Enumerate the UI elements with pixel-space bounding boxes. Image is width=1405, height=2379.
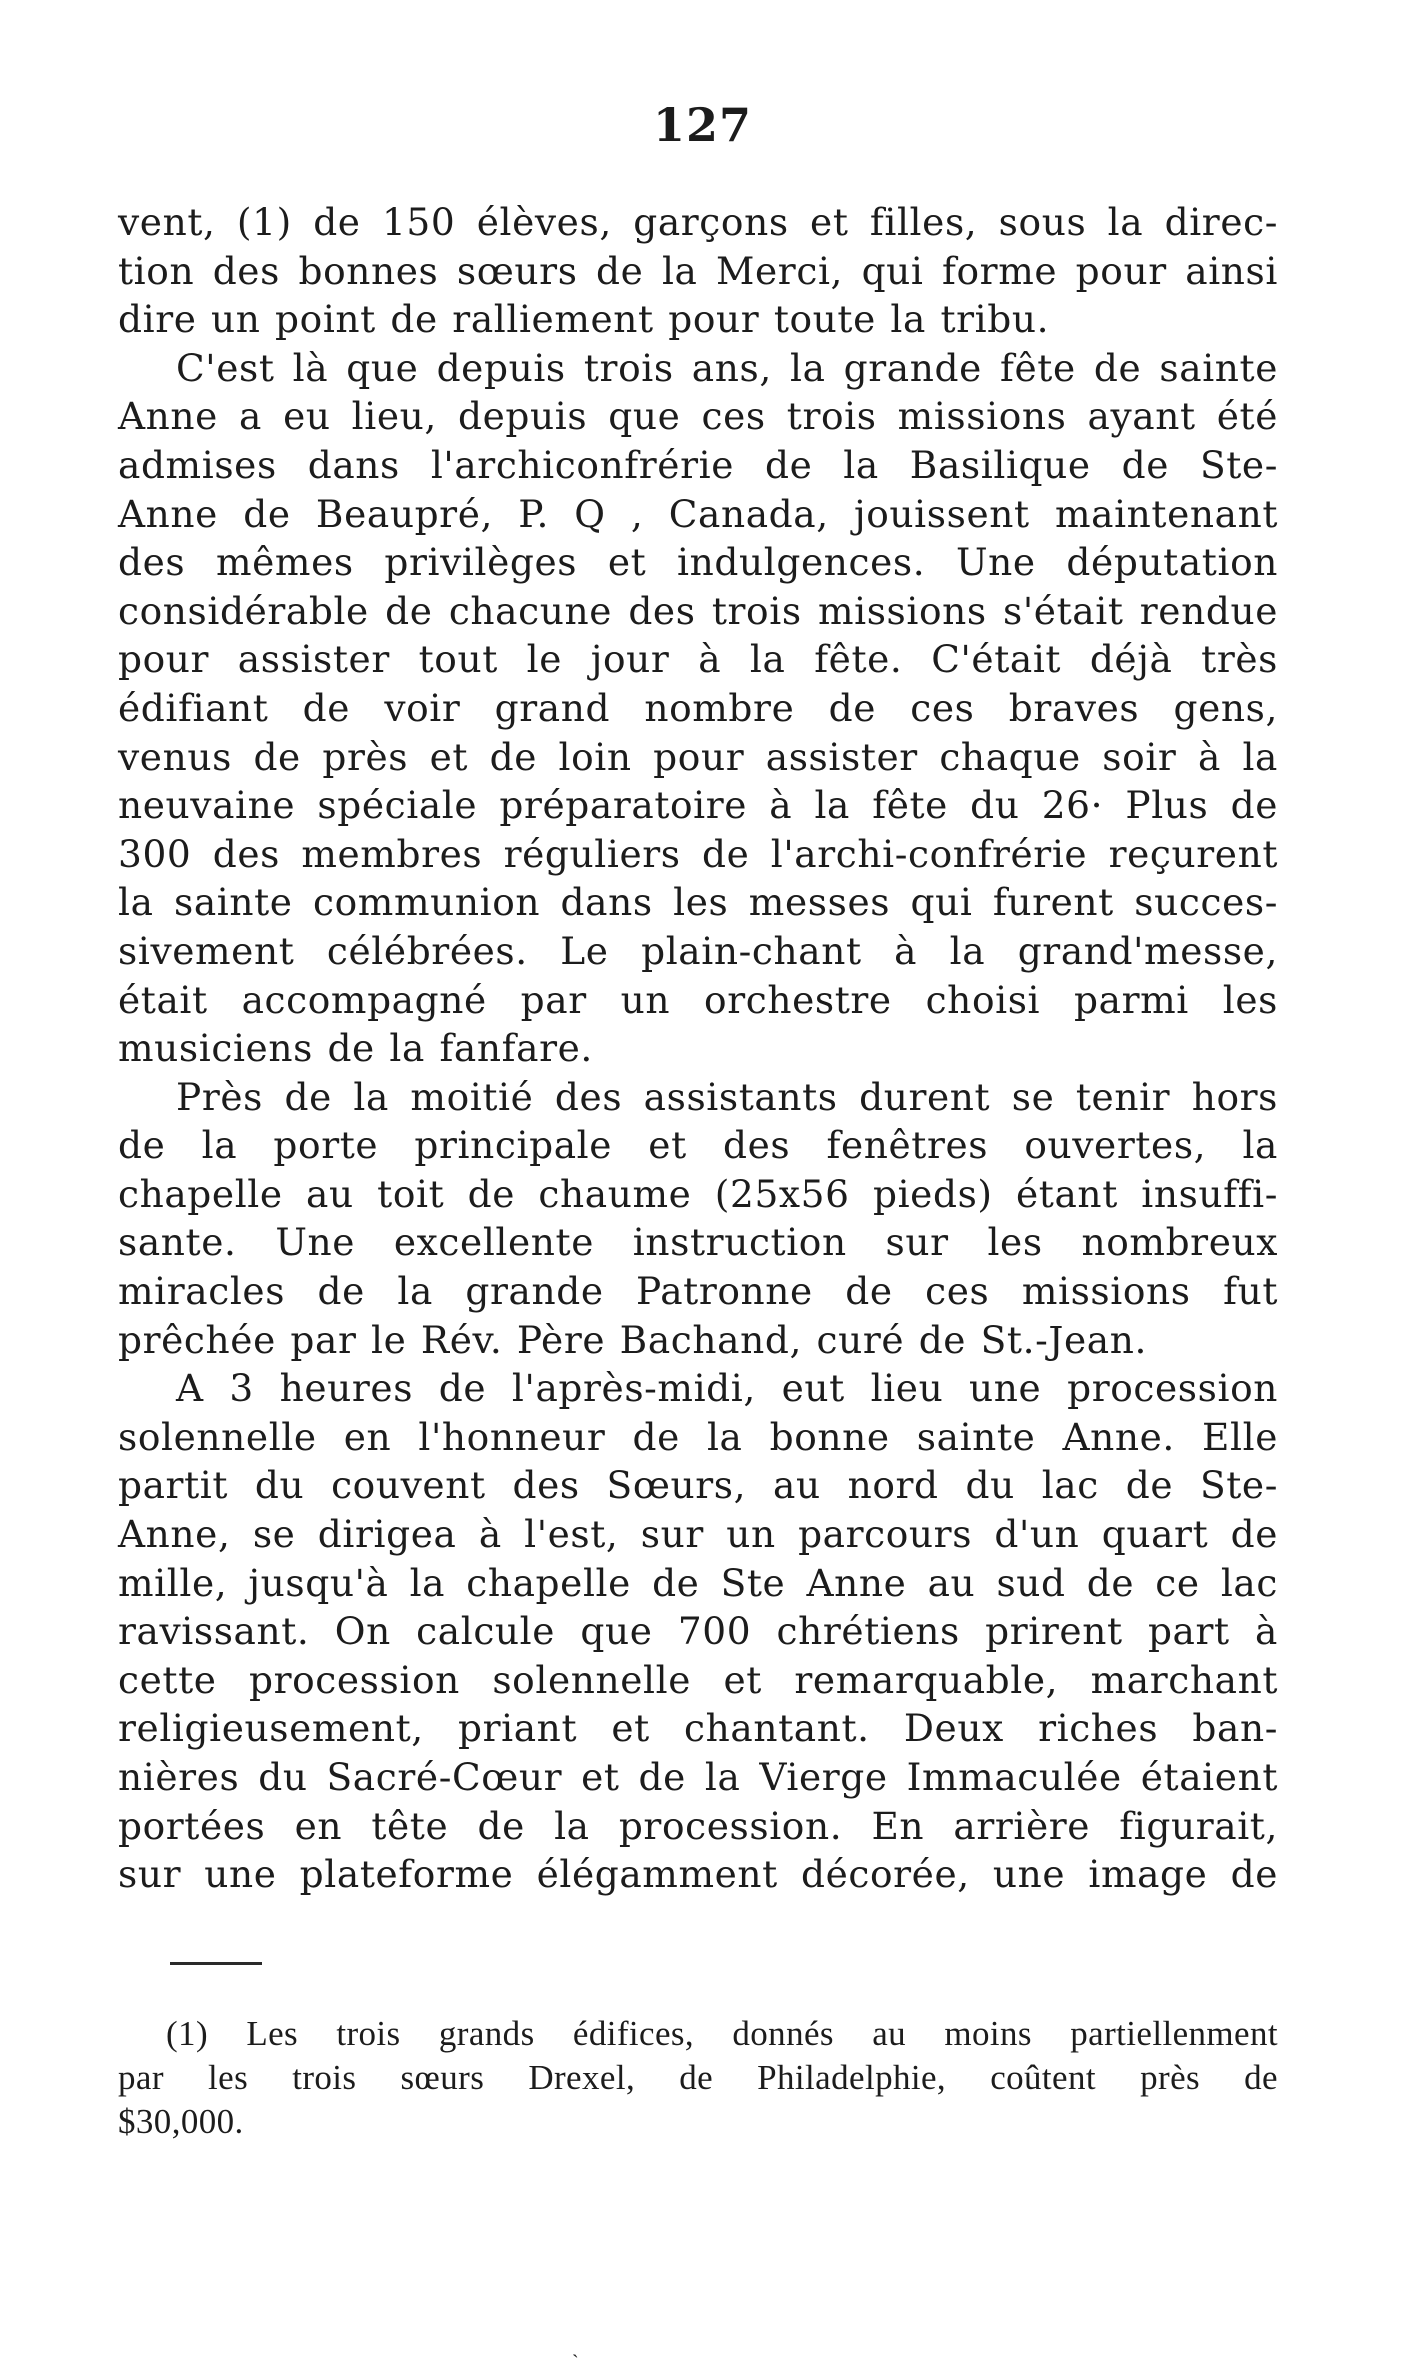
text-line: venus de près et de loin pour assister chaque soir à la — [118, 734, 1278, 779]
text-line: sur une plateforme élégamment décorée, une image de — [118, 1852, 1278, 1897]
text-line: mille, jusqu'à la chapelle de Ste Anne au sud de ce lac — [118, 1560, 1278, 1605]
text-line: nières du Sacré-Cœur et de la Vierge Immaculée étaient — [118, 1755, 1278, 1799]
text-line: religieusement, priant et chantant. Deux riches ban- — [118, 1706, 1278, 1751]
footnote — [118, 2012, 1278, 2144]
text-line: dire un point de ralliement pour toute la tribu. — [118, 297, 1050, 342]
text-line: de la porte principale et des fenêtres ouvertes, la — [118, 1123, 1278, 1168]
stray-mark: ˎ — [572, 2334, 579, 2358]
text-line: la sainte communion dans les messes qui furent succes- — [118, 880, 1278, 925]
text-line: sivement célébrées. Le plain-chant à la grand'messe, — [118, 928, 1278, 973]
text-line: sante. Une excellente instruction sur les nombreux — [118, 1220, 1278, 1265]
footnote-line: $30,000. — [118, 2102, 244, 2141]
text-line: Anne de Beaupré, P. Q , Canada, jouissent maintenant — [118, 491, 1278, 536]
text-line: Près de la moitié des assistants durent se tenir hors — [176, 1074, 1278, 1119]
text-line: miracles de la grande Patronne de ces missions fut — [118, 1269, 1278, 1314]
text-line: édifiant de voir grand nombre de ces braves gens, — [118, 685, 1278, 730]
page-number: 127 — [652, 98, 753, 152]
text-line: des mêmes privilèges et indulgences. Une députation — [118, 540, 1278, 585]
text-line: neuvaine spéciale préparatoire à la fête du 26· Plus de — [118, 783, 1278, 828]
text-line: cette procession solennelle et remarquable, marchant — [118, 1657, 1278, 1702]
text-line: vent, (1) de 150 élèves, garçons et filles, sous la direc- — [118, 200, 1278, 244]
text-line: Anne, se dirigea à l'est, sur un parcours d'un quart de — [118, 1512, 1278, 1557]
text-line: musiciens de la fanfare. — [118, 1026, 593, 1071]
text-line: portées en tête de la procession. En arrière figurait, — [118, 1803, 1278, 1848]
text-line: Anne a eu lieu, depuis que ces trois missions ayant été — [118, 394, 1278, 439]
text-line: ravissant. On calcule que 700 chrétiens prirent part à — [118, 1609, 1278, 1654]
text-line: solennelle en l'honneur de la bonne sainte Anne. Elle — [118, 1414, 1278, 1459]
text-line: 300 des membres réguliers de l'archi-confrérie reçurent — [118, 831, 1278, 876]
text-line: partit du couvent des Sœurs, au nord du lac de Ste- — [118, 1463, 1278, 1508]
text-line: tion des bonnes sœurs de la Merci, qui forme pour ainsi — [118, 248, 1278, 293]
footnote-line: (1) Les trois grands édifices, donnés au moins partiellenment — [166, 2014, 1278, 2053]
text-line: chapelle au toit de chaume (25x56 pieds) étant insuffi- — [118, 1171, 1278, 1216]
body-text — [118, 198, 1278, 1899]
text-line: pour assister tout le jour à la fête. C'était déjà très — [118, 637, 1278, 682]
text-line: prêchée par le Rév. Père Bachand, curé de St.-Jean. — [118, 1317, 1148, 1362]
text-line: A 3 heures de l'après-midi, eut lieu une procession — [176, 1366, 1278, 1411]
footnote-rule — [170, 1962, 262, 1965]
footnote-line: par les trois sœurs Drexel, de Philadelphie, coûtent près de — [118, 2058, 1278, 2097]
text-line: C'est là que depuis trois ans, la grande fête de sainte — [176, 345, 1278, 390]
text-line: admises dans l'archiconfrérie de la Basilique de Ste- — [118, 442, 1278, 487]
text-line: était accompagné par un orchestre choisi parmi les — [118, 977, 1278, 1022]
text-line: considérable de chacune des trois missions s'était rendue — [118, 588, 1278, 633]
